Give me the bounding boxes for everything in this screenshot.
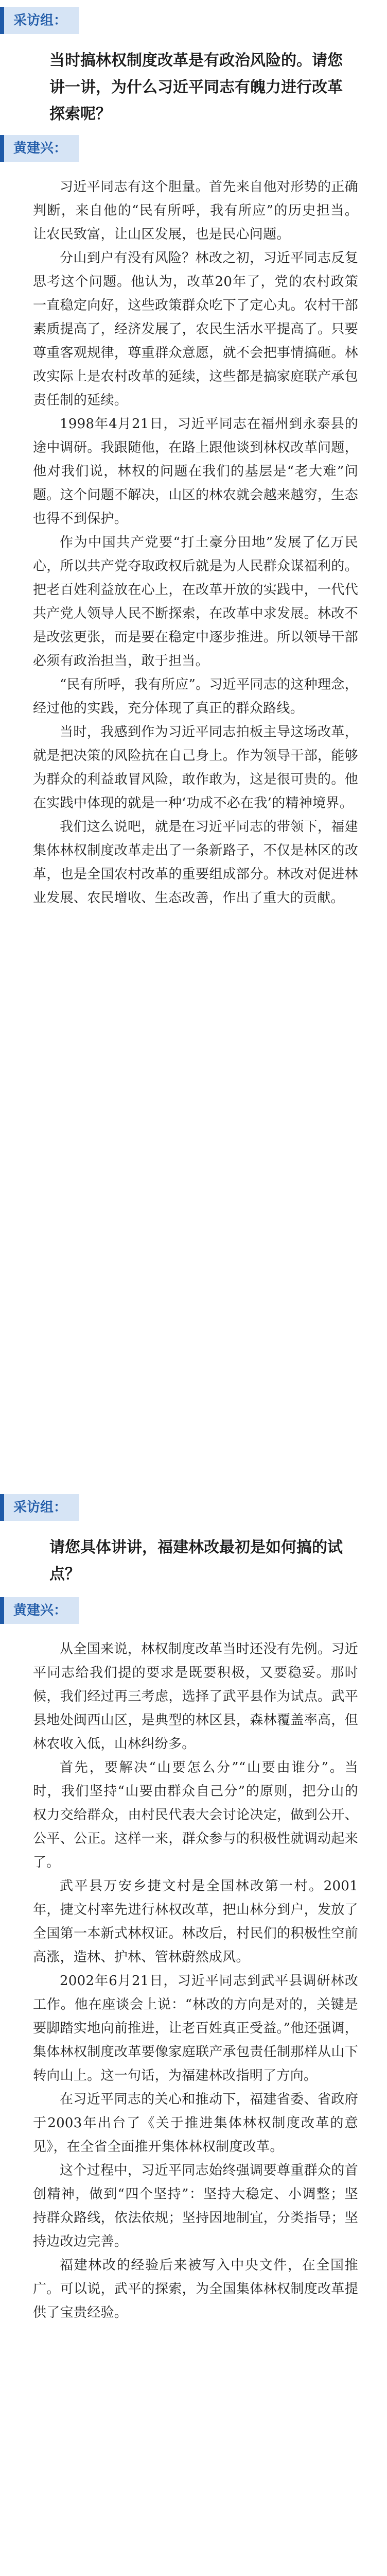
respondent-tag (0, 1597, 79, 1624)
answer-paragraph: 这个过程中，习近平同志始终强调要尊重群众的首创精神，做到“四个坚持”：坚持大稳定、小调整；坚持群众路线，依法依规；坚持因地制宜，分类指导；坚持边改边完善。 (33, 2163, 358, 2249)
answer-paragraph: 习近平同志有这个胆量。首先来自他对形势的正确判断，来自他的“民有所呼，我有所应”的历史担当。让农民致富，让山区发展，也是民心问题。 (33, 179, 358, 242)
respondent-label: 黄建兴： (4, 135, 79, 162)
answer-paragraph: 分山到户有没有风险？林改之初，习近平同志反复思考这个问题。他认为，改革20年了，党的农村政策一直稳定向好，这些政策群众吃下了定心丸。农村干部素质提高了，经济发展了，农民生活水平提高了。只要尊重客观规律，尊重群众意愿，就不会把事情搞砸。林改实际上是农村改革的延续，这些都是搞家庭联产承包责任制的延续。 (33, 250, 358, 408)
answer-paragraph: 当时，我感到作为习近平同志拍板主导这场改革，就是把决策的风险抗在自己身上。作为领导干部，能够为群众的利益敢冒风险，敢作敢为，这是很可贵的。他在实践中体现的就是一种‘功成不必在我’的精神境界。 (33, 724, 358, 811)
respondent-label: 黄建兴： (4, 1597, 79, 1624)
interviewer-tag (0, 7, 79, 34)
answer-paragraph: 武平县万安乡捷文村是全国林改第一村。2001年，捷文村率先进行林权改革，把山林分到户，发放了全国第一本新式林权证。林改后，村民们的积极性空前高涨，造林、护林、管林蔚然成风。 (33, 1878, 358, 1965)
answer-paragraph: 从全国来说，林权制度改革当时还没有先例。习近平同志给我们提的要求是既要积极，又要稳妥。那时候，我们经过再三考虑，选择了武平县作为试点。武平县地处闽西山区，是典型的林区县，森林覆盖率高，但林农收入低，山林纠纷多。 (33, 1641, 358, 1752)
question-text: 当时搞林权制度改革是有政治风险的。请您讲一讲，为什么习近平同志有魄力进行改革探索呢？ (49, 52, 343, 123)
answer-block (33, 1637, 358, 2325)
answer-paragraph: 福建林改的经验后来被写入中央文件，在全国推广。可以说，武平的探索，为全国集体林权制度改革提供了宝贵经验。 (33, 2258, 358, 2320)
answer-paragraph: 1998年4月21日，习近平同志在福州到永泰县的途中调研。我跟随他，在路上跟他谈到林权改革问题，他对我们说，林权的问题在我们的基层是“老大难”问题。这个问题不解决，山区的林农就会越来越穷，生态也得不到保护。 (33, 416, 358, 527)
interviewer-label: 采访组： (4, 1494, 79, 1521)
answer-paragraph: 作为中国共产党要“打土豪分田地”发展了亿万民心，所以共产党夺取政权后就是为人民群众谋福利的。把老百姓利益放在心上，在改革开放的实践中，一代代共产党人领导人民不断探索，在改革中求发展。林改不是改弦更张，而是要在稳定中逐步推进。所以领导干部必须有政治担当，敢于担当。 (33, 535, 358, 669)
tag-accent-bar (0, 1494, 4, 1521)
tag-accent-bar (0, 135, 4, 162)
answer-paragraph: 首先，要解决“山要怎么分”“山要由谁分”。当时，我们坚持“山要由群众自己分”的原则，把分山的权力交给群众，由村民代表大会讨论决定，做到公开、公平、公正。这样一来，群众参与的积极性就调动起来了。 (33, 1760, 358, 1870)
question-text: 请您具体讲讲，福建林改最初是如何搞的试点？ (49, 1538, 343, 1583)
tag-accent-bar (0, 7, 4, 34)
interviewer-label: 采访组： (4, 7, 79, 34)
answer-paragraph: 在习近平同志的关心和推动下，福建省委、省政府于2003年出台了《关于推进集体林权制度改革的意见》，在全省全面推开集体林权制度改革。 (33, 2092, 358, 2155)
answer-block (33, 175, 358, 910)
respondent-tag (0, 135, 79, 162)
answer-paragraph: 我们这么说吧，就是在习近平同志的带领下，福建集体林权制度改革走出了一条新路子，不仅是林区的改革，也是全国农村改革的重要组成部分。林改对促进林业发展、农民增收、生态改善，作出了重大的贡献。 (33, 819, 358, 906)
tag-accent-bar (0, 1597, 4, 1624)
answer-paragraph: “民有所呼，我有所应”。习近平同志的这种理念，经过他的实践，充分体现了真正的群众路线。 (33, 677, 358, 716)
answer-paragraph: 2002年6月21日，习近平同志到武平县调研林改工作。他在座谈会上说：“林改的方向是对的，关键是要脚踏实地向前推进，让老百姓真正受益。”他还强调，集体林权制度改革要像家庭联产承包责任制那样从山下转向山上。这一句话，为福建林改指明了方向。 (33, 1973, 358, 2083)
interviewer-tag (0, 1494, 79, 1521)
